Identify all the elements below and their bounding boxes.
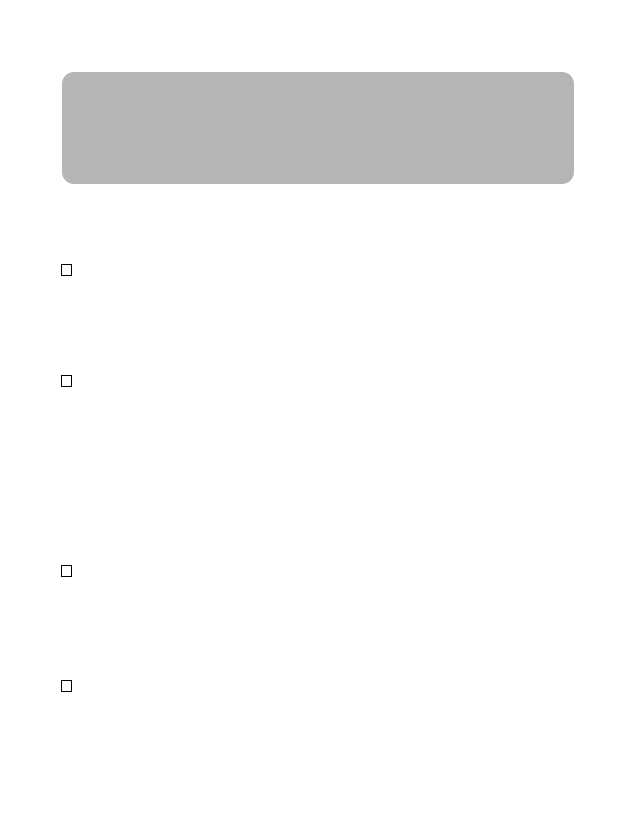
exercise-number (61, 565, 72, 577)
music-staff (56, 390, 576, 434)
music-staff (56, 693, 576, 739)
music-staff (56, 750, 576, 796)
music-staff (56, 636, 576, 682)
music-staff (56, 579, 576, 625)
music-staff (56, 278, 576, 322)
music-staff (56, 443, 576, 487)
exercise-number (61, 264, 72, 276)
music-staff (56, 334, 576, 378)
info-box (62, 72, 574, 184)
